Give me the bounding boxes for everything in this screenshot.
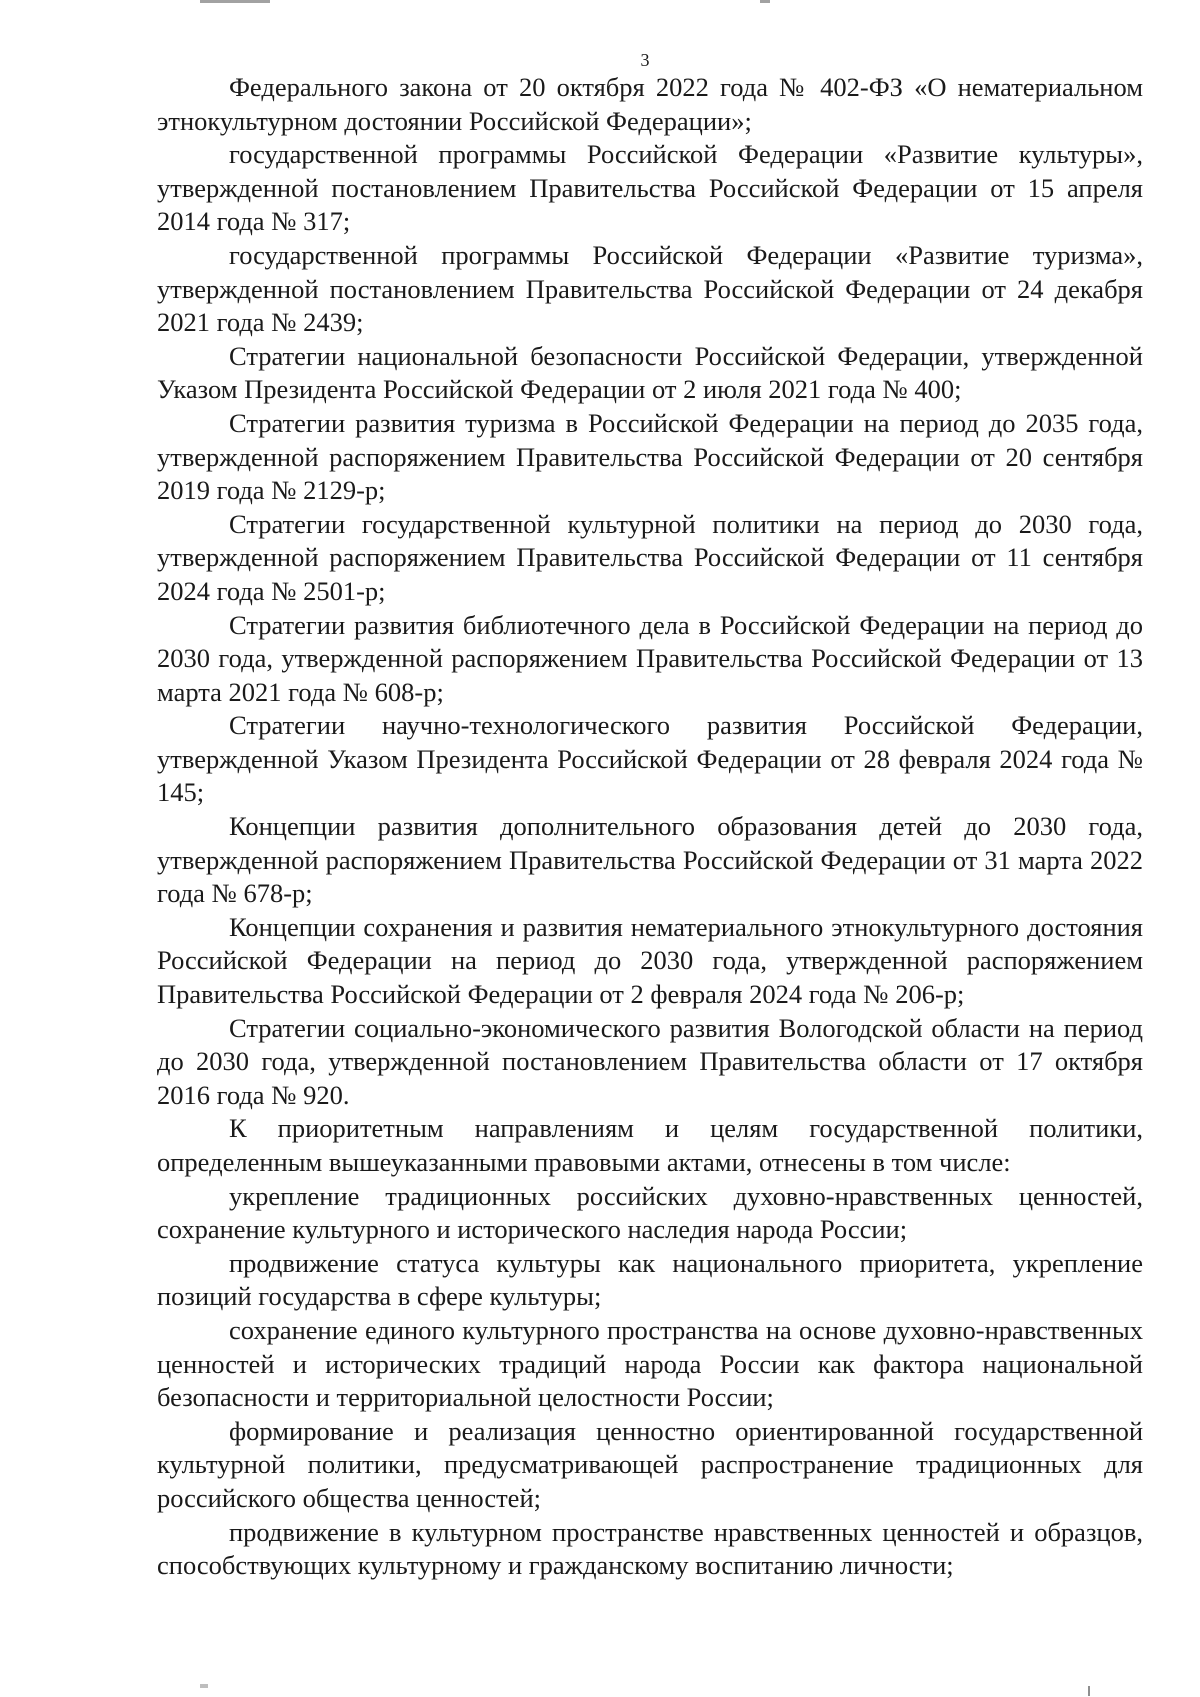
paragraph: Стратегии развития библиотечного дела в Российской Федерации на период до 2030 года, утвержденной распоряжением Правительства Российской Федерации от 13 марта 2021 года № 608-р; [157, 609, 1143, 707]
paragraph: Стратегии государственной культурной политики на период до 2030 года, утвержденной распоряжением Правительства Российской Федерации от 11 сентября 2024 года № 2501-р; [157, 508, 1143, 606]
paragraph: формирование и реализация ценностно ориентированной государственной культурной политики, предусматривающей распространение традиционных для российского общества ценностей; [157, 1415, 1143, 1513]
paragraph: государственной программы Российской Федерации «Развитие туризма», утвержденной постановлением Правительства Российской Федерации от 24 декабря 2021 года № 2439; [157, 239, 1143, 338]
paragraph: продвижение в культурном пространстве нравственных ценностей и образцов, способствующих культурному и гражданскому воспитанию личности; [157, 1516, 1143, 1581]
paragraph: Стратегии научно-технологического развития Российской Федерации, утвержденной Указом Президента Российской Федерации от 28 февраля 2024 года № 145; [157, 710, 1143, 808]
paragraph: Концепции развития дополнительного образования детей до 2030 года, утвержденной распоряжением Правительства Российской Федерации от 31 марта 2022 года № 678-р; [157, 811, 1143, 909]
scan-artifact [1088, 1686, 1090, 1696]
paragraph: сохранение единого культурного пространства на основе духовно-нравственных ценностей и исторических традиций народа России как фактора национальной безопасности и территориальной целостности России; [157, 1314, 1143, 1413]
scan-artifact [760, 0, 770, 3]
page-number: 3 [640, 50, 650, 70]
paragraph: Федерального закона от 20 октября 2022 года № 402-ФЗ «О нематериальном этнокультурном достоянии Российской Федерации»; [157, 72, 1143, 136]
paragraph: К приоритетным направлениям и целям государственной политики, определенным вышеуказанными правовыми актами, отнесены в том числе: [157, 1113, 1143, 1177]
paragraph: укрепление традиционных российских духовно-нравственных ценностей, сохранение культурного и исторического наследия народа России; [157, 1180, 1143, 1245]
scan-artifact [200, 0, 270, 3]
paragraph: продвижение статуса культуры как национального приоритета, укрепление позиций государства в сфере культуры; [157, 1247, 1143, 1312]
paragraph: Стратегии развития туризма в Российской Федерации на период до 2035 года, утвержденной распоряжением Правительства Российской Федерации от 20 сентября 2019 года № 2129-р; [157, 407, 1143, 506]
paragraph: Стратегии социально-экономического развития Вологодской области на период до 2030 года, утвержденной постановлением Правительства области от 17 октября 2016 года № 920. [157, 1012, 1143, 1110]
document-body [157, 71, 1143, 1583]
paragraph: Стратегии национальной безопасности Российской Федерации, утвержденной Указом Президента Российской Федерации от 2 июля 2021 года № 400; [157, 340, 1143, 405]
paragraph: государственной программы Российской Федерации «Развитие культуры», утвержденной постановлением Правительства Российской Федерации от 15 апреля 2014 года № 317; [157, 139, 1143, 237]
scan-artifact [200, 1684, 208, 1688]
paragraph: Концепции сохранения и развития нематериального этнокультурного достояния Российской Федерации на период до 2030 года, утвержденной распоряжением Правительства Российской Федерации от 2 февраля 2024 года № 206-р; [157, 911, 1143, 1010]
